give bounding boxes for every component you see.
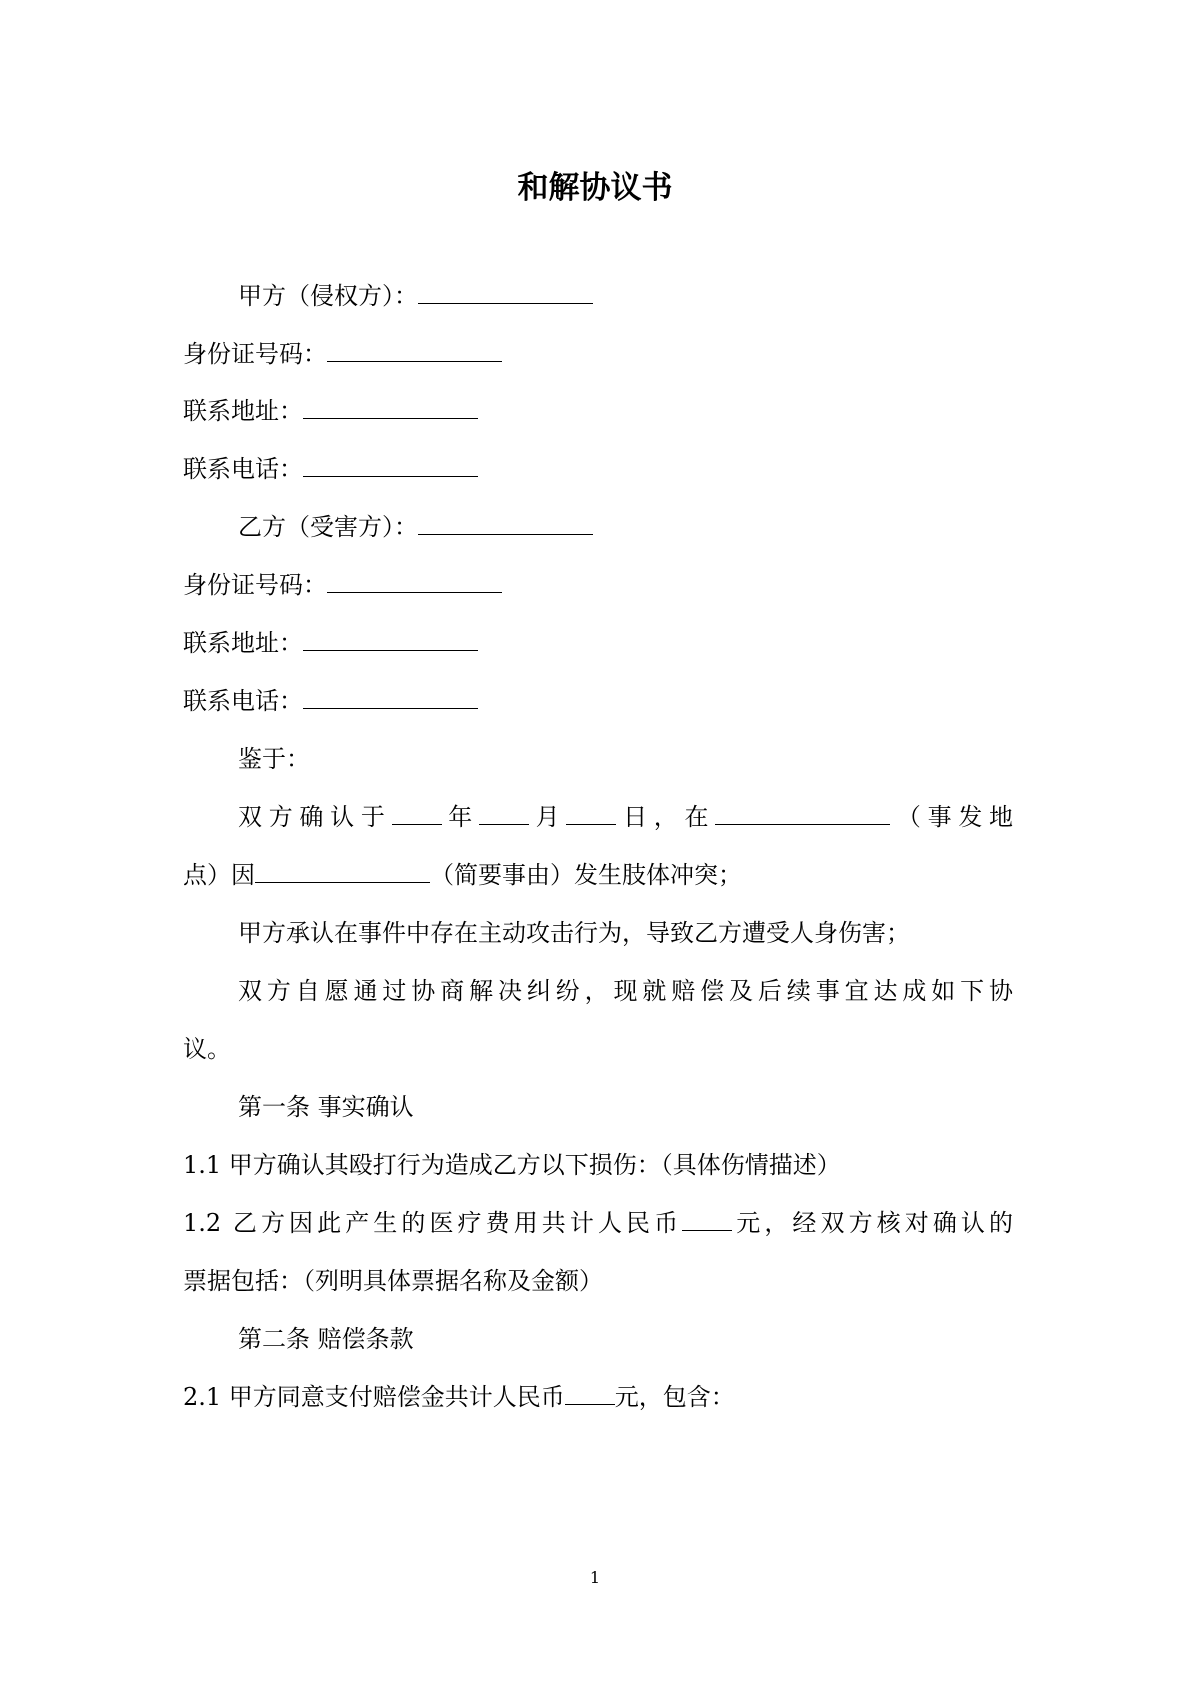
party-b-phone-label: 联系电话：	[183, 687, 303, 715]
party-a-phone-label: 联系电话：	[183, 455, 303, 483]
year-blank	[392, 802, 442, 825]
party-b-address-line	[183, 626, 1013, 660]
party-a-address-label: 联系地址：	[183, 397, 303, 425]
month-label: 月	[528, 803, 567, 831]
party-b-line	[238, 510, 1013, 544]
clause-2-1	[183, 1380, 1013, 1414]
whereas-p1-line2	[183, 858, 1013, 892]
party-b-id-blank	[327, 570, 502, 593]
whereas-p1-line2-post: （简要事由）发生肢体冲突；	[430, 861, 742, 889]
party-b-id-line	[183, 568, 1013, 602]
whereas-p2: 甲方承认在事件中存在主动攻击行为，导致乙方遭受人身伤害；	[238, 919, 910, 947]
party-a-phone-blank	[303, 454, 478, 477]
party-b-label: 乙方（受害方）：	[238, 513, 418, 541]
year-label: 年	[441, 803, 479, 831]
clause-1-2-pre: 1.2 乙方因此产生的医疗费用共计人民币	[183, 1209, 683, 1237]
party-a-address-line	[183, 394, 1013, 428]
whereas-p3-line2: 议。	[183, 1035, 231, 1063]
party-b-name-blank	[418, 512, 593, 535]
document-title: 和解协议书	[517, 170, 673, 206]
reason-blank	[255, 860, 430, 883]
location-blank	[715, 802, 890, 825]
party-a-name-blank	[418, 281, 593, 304]
party-b-address-label: 联系地址：	[183, 629, 303, 657]
whereas-p1-pre: 双方确认于	[238, 803, 392, 831]
party-a-label: 甲方（侵权方）：	[238, 282, 418, 310]
clause-1-2-post: 元，经双方核对确认的	[732, 1209, 1014, 1237]
party-a-line	[238, 279, 1013, 313]
clause-2-1-post: 元，包含：	[614, 1383, 735, 1411]
clause-1-1: 1.1 甲方确认其殴打行为造成乙方以下损伤：（具体伤情描述）	[183, 1151, 841, 1179]
whereas-p3-line1: 双方自愿通过协商解决纠纷，现就赔偿及后续事宜达成如下协	[238, 977, 1013, 1005]
medical-fee-blank	[682, 1208, 732, 1231]
month-blank	[479, 802, 529, 825]
whereas-p1-line2-pre: 点）因	[183, 861, 255, 889]
party-a-phone-line	[183, 452, 1013, 486]
clause-1-2-line2: 票据包括：（列明具体票据名称及金额）	[183, 1267, 603, 1295]
page-number: 1	[589, 1568, 601, 1587]
party-b-address-blank	[303, 628, 478, 651]
party-a-address-blank	[303, 396, 478, 419]
party-b-phone-blank	[303, 686, 478, 709]
whereas-heading: 鉴于：	[238, 745, 310, 773]
party-a-id-label: 身份证号码：	[183, 340, 327, 368]
day-blank	[566, 802, 616, 825]
whereas-p1-line1	[238, 800, 1013, 834]
article-2-heading: 第二条 赔偿条款	[238, 1325, 414, 1353]
whereas-p1-post: （事发地	[890, 803, 1014, 831]
clause-1-2-line1	[183, 1206, 1013, 1240]
party-b-phone-line	[183, 684, 1013, 718]
clause-2-1-pre: 2.1 甲方同意支付赔偿金共计人民币	[183, 1383, 565, 1411]
article-1-heading: 第一条 事实确认	[238, 1093, 414, 1121]
party-a-id-blank	[327, 339, 502, 362]
day-label: 日，在	[616, 803, 716, 831]
party-b-id-label: 身份证号码：	[183, 571, 327, 599]
party-a-id-line	[183, 337, 1013, 371]
compensation-blank	[565, 1382, 615, 1405]
